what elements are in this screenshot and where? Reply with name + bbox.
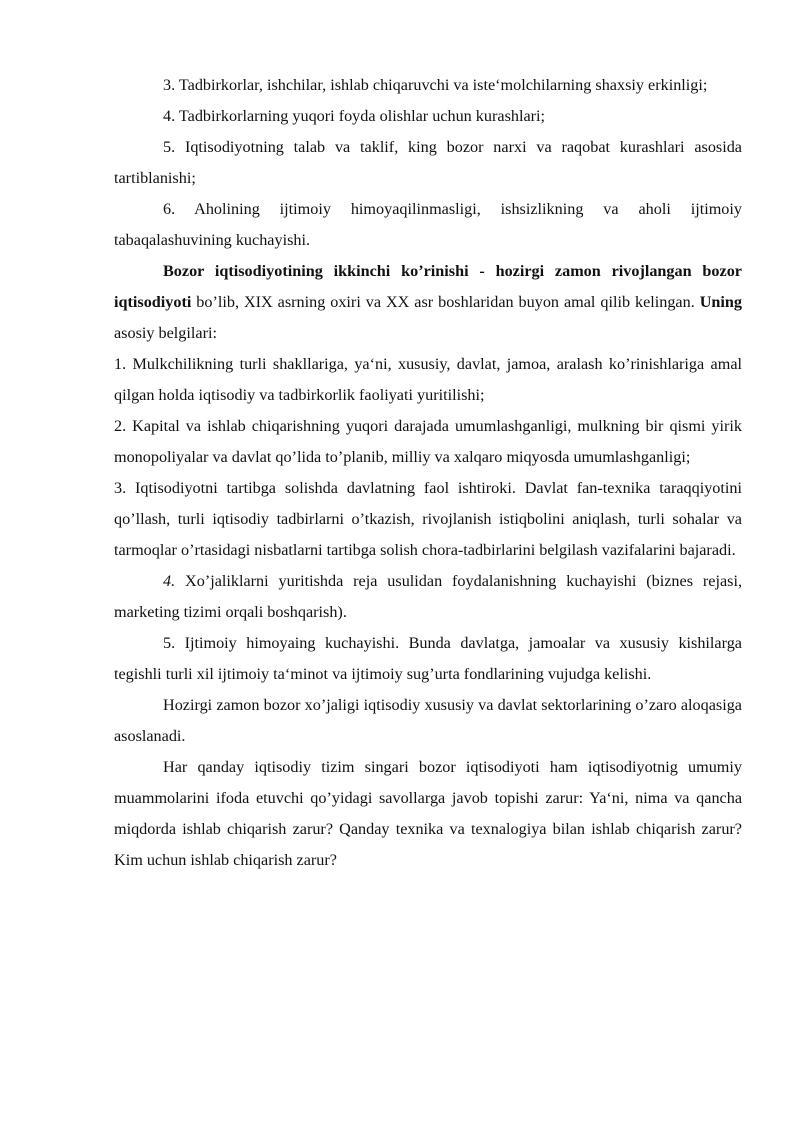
paragraph-text: Xo’jaliklarni yuritishda reja usulidan foydalanishning kuchayishi (biznes rejasi, marketing tizimi orqali boshqarish). <box>114 572 742 621</box>
paragraph-item-3: 3. Tadbirkorlar, ishchilar, ishlab chiqaruvchi va iste‘molchilarning shaxsiy erkinligi; <box>163 76 708 94</box>
paragraph-mixed-economy: Hozirgi zamon bozor xo’jaligi iqtisodiy xususiy va davlat sektorlarining o’zaro aloqasiga asoslanadi. <box>114 696 742 745</box>
feature-item-2: 2. Kapital va ishlab chiqarishning yuqori darajada umumlashganligi, mulkning bir qismi yirik monopoliyalar va davlat qo’lida to’planib, milliy va xalqaro miqyosda umumlashganligi; <box>114 417 742 466</box>
paragraph-item-4: 4. Tadbirkorlarning yuqori foyda olishlar uchun kurashlari; <box>163 107 546 125</box>
feature-item-3: 3. Iqtisodiyotni tartibga solishda davlatning faol ishtiroki. Davlat fan-texnika taraqqiyotini qo’llash, turli iqtisodiy tadbirlarni o’tkazish, rivojlanish istiqbolini aniqlash, turli sohalar va tarmoqlar o’rtasidagi nisbatlarni tartibga solish chora-tadbirlarini belgilash vazifalarini bajaradi. <box>114 479 742 559</box>
paragraph-text: asosiy belgilari: <box>114 324 217 342</box>
bold-word-uning: Uning <box>699 293 742 311</box>
paragraph-economic-questions: Har qanday iqtisodiy tizim singari bozor iqtisodiyoti ham iqtisodiyotnig umumiy muammolarini ifoda etuvchi qo’yidagi savollarga javob topishi zarur: Ya‘ni, nima va qancha miqdorda ishlab chiqarish zarur? Qanday texnika va texnalogiya bilan ishlab chiqarish zarur? Kim uchun ishlab chiqarish zarur? <box>114 758 742 869</box>
document-body <box>114 70 742 876</box>
paragraph-item-6: 6. Aholining ijtimoiy himoyaqilinmasligi, ishsizlikning va aholi ijtimoiy tabaqalashuvining kuchayishi. <box>114 200 742 249</box>
feature-item-4 <box>114 566 742 628</box>
italic-number: 4. <box>163 572 176 590</box>
feature-item-5: 5. Ijtimoiy himoyaing kuchayishi. Bunda davlatga, jamoalar va xususiy kishilarga tegishli turli xil ijtimoiy ta‘minot va ijtimoiy sug’urta fondlarining vujudga kelishi. <box>114 634 742 683</box>
paragraph-modern-market <box>114 256 742 349</box>
feature-item-1: 1. Mulkchilikning turli shakllariga, ya‘ni, xususiy, davlat, jamoa, aralash ko’rinishlariga amal qilgan holda iqtisodiy va tadbirkorlik faoliyati yuritilishi; <box>114 355 742 404</box>
paragraph-item-5: 5. Iqtisodiyotning talab va taklif, king bozor narxi va raqobat kurashlari asosida tartiblanishi; <box>114 138 742 187</box>
paragraph-text: bo’lib, XIX asrning oxiri va XX asr boshlaridan buyon amal qilib kelingan. <box>191 293 700 311</box>
bold-heading-text: Bozor iqtisodiyotining ikkinchi ko’rinishi - hozirgi zamon rivojlangan bozor iqtisodiyoti <box>114 262 742 311</box>
